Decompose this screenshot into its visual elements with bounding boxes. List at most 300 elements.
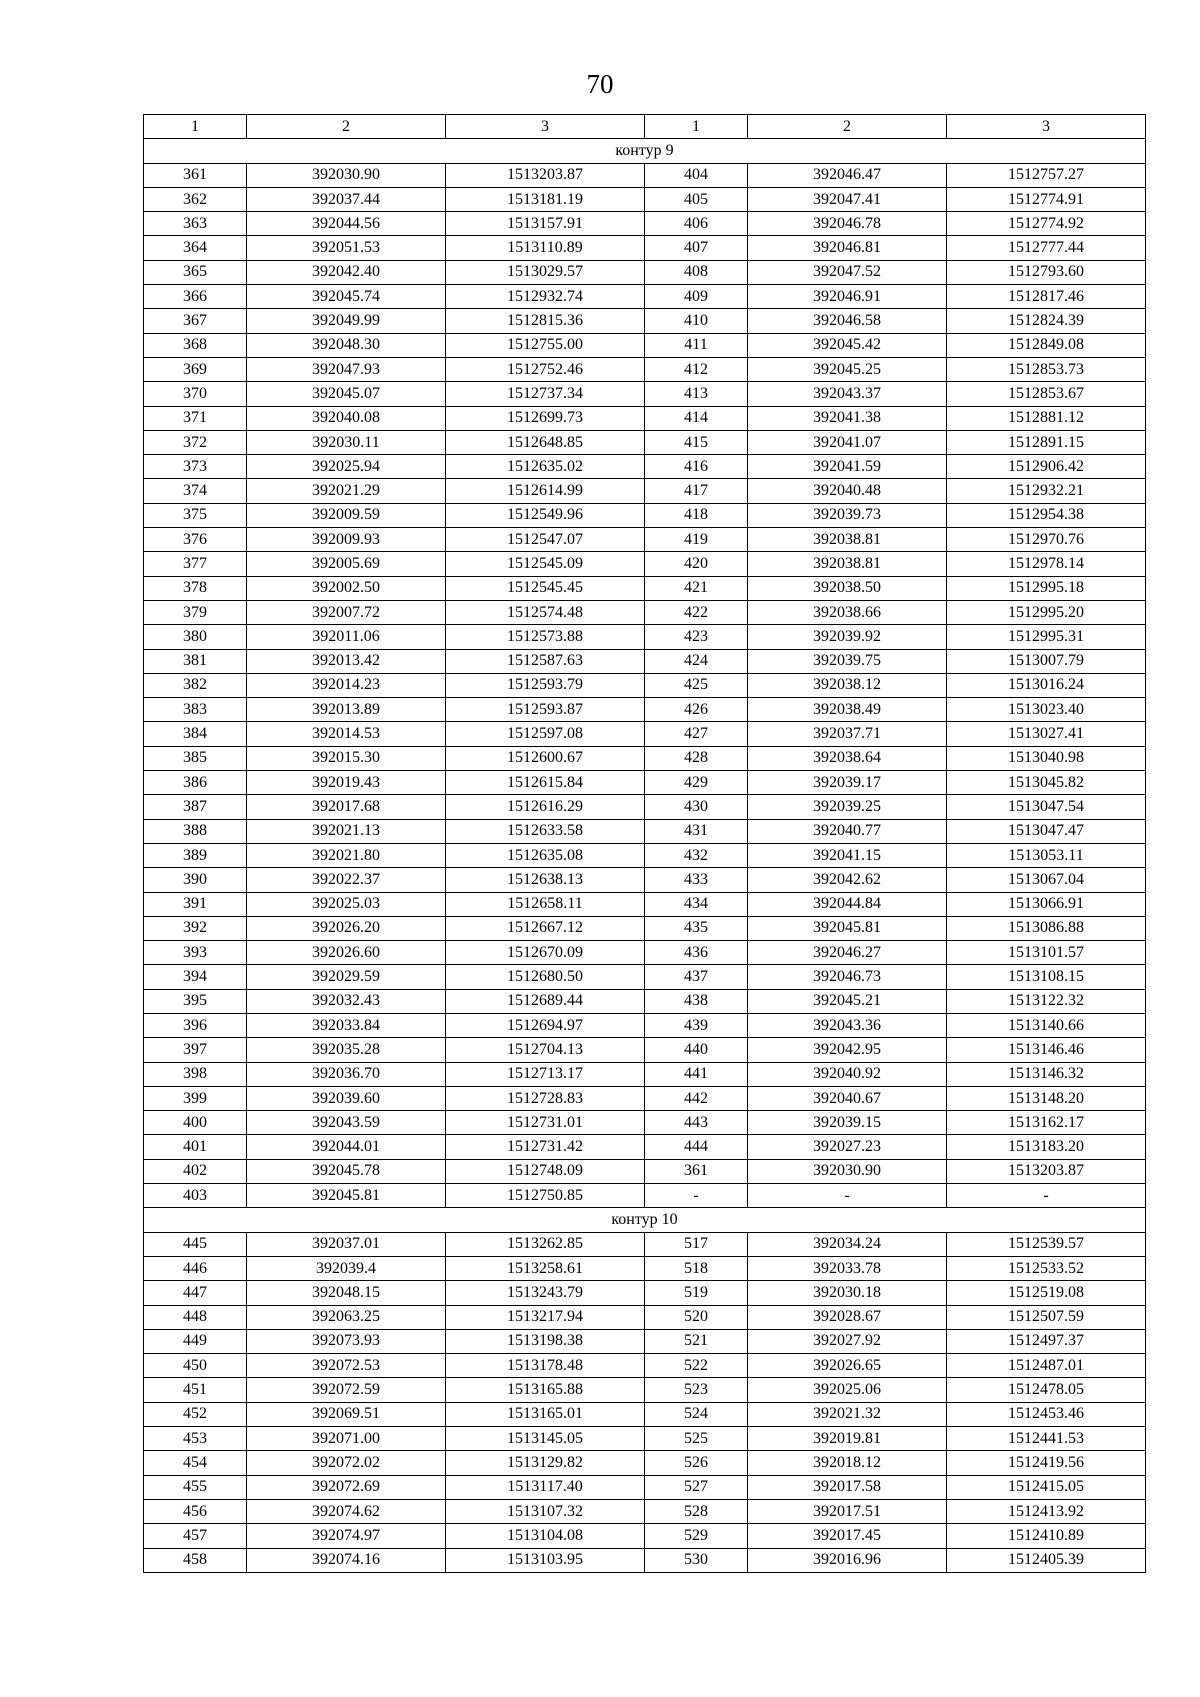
table-cell: 1513110.89 (446, 236, 645, 260)
table-cell: 392035.28 (247, 1038, 446, 1062)
table-cell: 392013.89 (247, 698, 446, 722)
table-cell: 392039.73 (748, 503, 947, 527)
table-cell: 1512731.42 (446, 1135, 645, 1159)
table-cell: 392041.07 (748, 430, 947, 454)
table-cell: 392029.59 (247, 965, 446, 989)
table-cell: 1512978.14 (947, 552, 1146, 576)
table-cell: 437 (645, 965, 748, 989)
table-cell: 1512453.46 (947, 1402, 1146, 1426)
table-row (144, 163, 1146, 187)
header-cell: 2 (247, 115, 446, 139)
table-cell: 1513108.15 (947, 965, 1146, 989)
table-cell: 521 (645, 1329, 748, 1353)
table-cell: 1512853.73 (947, 357, 1146, 381)
table-cell: 1513157.91 (446, 212, 645, 236)
table-cell: 361 (645, 1159, 748, 1183)
table-cell: 373 (144, 455, 247, 479)
table-cell: 392046.73 (748, 965, 947, 989)
table-cell: 1513047.47 (947, 819, 1146, 843)
table-cell: 1513243.79 (446, 1281, 645, 1305)
table-row (144, 1086, 1146, 1110)
table-cell: 392021.80 (247, 843, 446, 867)
table-cell: 392038.66 (748, 600, 947, 624)
table-row (144, 868, 1146, 892)
table-cell: 395 (144, 989, 247, 1013)
table-cell: 1512574.48 (446, 600, 645, 624)
table-cell: 434 (645, 892, 748, 916)
table-cell: 392022.37 (247, 868, 446, 892)
table-cell: 392011.06 (247, 625, 446, 649)
table-cell: 388 (144, 819, 247, 843)
table-cell: 398 (144, 1062, 247, 1086)
table-row (144, 1499, 1146, 1523)
table-cell: 1512419.56 (947, 1451, 1146, 1475)
table-row (144, 698, 1146, 722)
table-cell: 392045.81 (748, 916, 947, 940)
table-cell: 392048.30 (247, 333, 446, 357)
table-cell: 365 (144, 260, 247, 284)
table-cell: 1512635.08 (446, 843, 645, 867)
table-cell: 393 (144, 941, 247, 965)
table-cell: 1513217.94 (446, 1305, 645, 1329)
table-row (144, 892, 1146, 916)
table-cell: 414 (645, 406, 748, 430)
table-cell: 392042.62 (748, 868, 947, 892)
table-cell: 392048.15 (247, 1281, 446, 1305)
table-cell: 392045.25 (748, 357, 947, 381)
table-cell: 392043.36 (748, 1013, 947, 1037)
table-cell: 392025.06 (748, 1378, 947, 1402)
table-cell: 397 (144, 1038, 247, 1062)
table-cell: 392045.74 (247, 285, 446, 309)
table-cell: 392033.84 (247, 1013, 446, 1037)
table-row (144, 965, 1146, 989)
table-cell: 1512573.88 (446, 625, 645, 649)
table-cell: 1512731.01 (446, 1111, 645, 1135)
table-cell: 443 (645, 1111, 748, 1135)
table-cell: 366 (144, 285, 247, 309)
table-cell: 392041.15 (748, 843, 947, 867)
table-cell: 392019.43 (247, 771, 446, 795)
table-cell: 1513117.40 (446, 1475, 645, 1499)
table-row (144, 1062, 1146, 1086)
table-cell: 394 (144, 965, 247, 989)
table-row (144, 576, 1146, 600)
table-cell: 392039.17 (748, 771, 947, 795)
table-cell: 1512824.39 (947, 309, 1146, 333)
table-cell: 1513203.87 (947, 1159, 1146, 1183)
header-cell: 1 (144, 115, 247, 139)
table-cell: 384 (144, 722, 247, 746)
table-cell: 364 (144, 236, 247, 260)
table-cell: 1512638.13 (446, 868, 645, 892)
table-cell: 1513146.32 (947, 1062, 1146, 1086)
table-cell: 423 (645, 625, 748, 649)
table-cell: 361 (144, 163, 247, 187)
table-cell: 1512954.38 (947, 503, 1146, 527)
table-cell: 1513145.05 (446, 1427, 645, 1451)
table-cell: 392045.78 (247, 1159, 446, 1183)
table-cell: 1512815.36 (446, 309, 645, 333)
table-cell: 1512670.09 (446, 941, 645, 965)
table-cell: 410 (645, 309, 748, 333)
table-cell: 1512410.89 (947, 1524, 1146, 1548)
table-cell: 415 (645, 430, 748, 454)
table-cell: 427 (645, 722, 748, 746)
table-cell: 392038.81 (748, 552, 947, 576)
table-cell: 1512405.39 (947, 1548, 1146, 1572)
table-cell: 392038.81 (748, 528, 947, 552)
table-cell: 392074.16 (247, 1548, 446, 1572)
table-cell: 438 (645, 989, 748, 1013)
table-cell: 422 (645, 600, 748, 624)
table-cell: 392042.40 (247, 260, 446, 284)
table-cell: 1513146.46 (947, 1038, 1146, 1062)
table-row (144, 503, 1146, 527)
table-cell: 392033.78 (748, 1256, 947, 1280)
table-cell: 1512932.74 (446, 285, 645, 309)
table-cell: 392039.4 (247, 1256, 446, 1280)
table-row (144, 260, 1146, 284)
table-cell: 392039.25 (748, 795, 947, 819)
table-cell: 1512728.83 (446, 1086, 645, 1110)
table-row (144, 1232, 1146, 1256)
table-cell: 382 (144, 673, 247, 697)
table-cell: 1512600.67 (446, 746, 645, 770)
table-cell: 399 (144, 1086, 247, 1110)
table-cell: 392021.13 (247, 819, 446, 843)
table-row (144, 600, 1146, 624)
table-cell: 392046.27 (748, 941, 947, 965)
table-cell: 430 (645, 795, 748, 819)
table-cell: 1513101.57 (947, 941, 1146, 965)
table-cell: 1512648.85 (446, 430, 645, 454)
table-cell: - (748, 1184, 947, 1208)
table-cell: 525 (645, 1427, 748, 1451)
table-row (144, 1159, 1146, 1183)
table-cell: 1512755.00 (446, 333, 645, 357)
table-cell: 421 (645, 576, 748, 600)
table-cell: 392047.41 (748, 187, 947, 211)
table-cell: 456 (144, 1499, 247, 1523)
table-cell: 392043.37 (748, 382, 947, 406)
table-cell: 392007.72 (247, 600, 446, 624)
table-cell: 392046.58 (748, 309, 947, 333)
table-cell: 1513165.88 (446, 1378, 645, 1402)
table-cell: 367 (144, 309, 247, 333)
table-cell: 392017.58 (748, 1475, 947, 1499)
table-row (144, 795, 1146, 819)
table-cell: 1512635.02 (446, 455, 645, 479)
table-cell: 402 (144, 1159, 247, 1183)
table-cell: 392038.64 (748, 746, 947, 770)
table-cell: 363 (144, 212, 247, 236)
table-cell: 1513148.20 (947, 1086, 1146, 1110)
page-number: 70 (586, 69, 614, 99)
table-cell: 1512699.73 (446, 406, 645, 430)
table-row (144, 625, 1146, 649)
table-cell: 417 (645, 479, 748, 503)
header-cell: 1 (645, 115, 748, 139)
table-cell: 371 (144, 406, 247, 430)
table-row (144, 649, 1146, 673)
table-cell: 458 (144, 1548, 247, 1572)
table-cell: 517 (645, 1232, 748, 1256)
table-cell: 392040.67 (748, 1086, 947, 1110)
table-row (144, 1184, 1146, 1208)
table-cell: 381 (144, 649, 247, 673)
table-cell: 392030.90 (247, 163, 446, 187)
table-cell: 1512906.42 (947, 455, 1146, 479)
table-cell: 1512737.34 (446, 382, 645, 406)
table-cell: 426 (645, 698, 748, 722)
table-cell: 392038.12 (748, 673, 947, 697)
table-cell: 392026.60 (247, 941, 446, 965)
table-cell: 524 (645, 1402, 748, 1426)
table-cell: 1512545.45 (446, 576, 645, 600)
table-cell: 1512777.44 (947, 236, 1146, 260)
table-cell: 392041.59 (748, 455, 947, 479)
table-cell: 392045.42 (748, 333, 947, 357)
table-cell: 392039.15 (748, 1111, 947, 1135)
coordinates-table-body (144, 115, 1146, 1573)
table-cell: 392041.38 (748, 406, 947, 430)
table-cell: 439 (645, 1013, 748, 1037)
table-cell: 1513103.95 (446, 1548, 645, 1572)
table-cell: 1513027.41 (947, 722, 1146, 746)
table-cell: 449 (144, 1329, 247, 1353)
table-cell: 1512891.15 (947, 430, 1146, 454)
table-cell: 390 (144, 868, 247, 892)
table-cell: 425 (645, 673, 748, 697)
table-cell: 455 (144, 1475, 247, 1499)
table-cell: 1513258.61 (446, 1256, 645, 1280)
table-cell: 375 (144, 503, 247, 527)
table-cell: 379 (144, 600, 247, 624)
table-cell: 392051.53 (247, 236, 446, 260)
table-cell: 392046.91 (748, 285, 947, 309)
table-row (144, 212, 1146, 236)
table-cell: 1512713.17 (446, 1062, 645, 1086)
table-cell: 392015.30 (247, 746, 446, 770)
table-cell: 454 (144, 1451, 247, 1475)
table-cell: 522 (645, 1354, 748, 1378)
table-cell: 392072.02 (247, 1451, 446, 1475)
table-cell: 1513104.08 (446, 1524, 645, 1548)
table-cell: 1512615.84 (446, 771, 645, 795)
table-cell: 452 (144, 1402, 247, 1426)
table-cell: 400 (144, 1111, 247, 1135)
table-row (144, 1427, 1146, 1451)
table-row (144, 1524, 1146, 1548)
table-cell: 1513029.57 (446, 260, 645, 284)
header-cell: 2 (748, 115, 947, 139)
table-cell: 1513140.66 (947, 1013, 1146, 1037)
table-cell: 392047.52 (748, 260, 947, 284)
table-cell: 444 (645, 1135, 748, 1159)
table-cell: 1512704.13 (446, 1038, 645, 1062)
table-row (144, 382, 1146, 406)
table-row (144, 722, 1146, 746)
table-cell: 1513016.24 (947, 673, 1146, 697)
table-cell: 528 (645, 1499, 748, 1523)
table-cell: 392063.25 (247, 1305, 446, 1329)
table-cell: - (947, 1184, 1146, 1208)
table-cell: 431 (645, 819, 748, 843)
table-row (144, 746, 1146, 770)
table-cell: 392072.69 (247, 1475, 446, 1499)
table-cell: 392030.18 (748, 1281, 947, 1305)
table-cell: 392025.94 (247, 455, 446, 479)
table-cell: 527 (645, 1475, 748, 1499)
table-cell: 435 (645, 916, 748, 940)
table-cell: 370 (144, 382, 247, 406)
table-cell: 1512680.50 (446, 965, 645, 989)
table-cell: 416 (645, 455, 748, 479)
table-cell: 392028.67 (748, 1305, 947, 1329)
table-cell: 408 (645, 260, 748, 284)
table-cell: 1512593.79 (446, 673, 645, 697)
table-cell: 392046.78 (748, 212, 947, 236)
table-cell: 1512748.09 (446, 1159, 645, 1183)
table-cell: 392019.81 (748, 1427, 947, 1451)
table-row (144, 333, 1146, 357)
table-cell: 392039.92 (748, 625, 947, 649)
table-cell: 396 (144, 1013, 247, 1037)
table-cell: 392027.23 (748, 1135, 947, 1159)
table-cell: 392039.75 (748, 649, 947, 673)
table-cell: 1512614.99 (446, 479, 645, 503)
table-cell: 392014.53 (247, 722, 446, 746)
table-cell: 392069.51 (247, 1402, 446, 1426)
table-cell: 392074.97 (247, 1524, 446, 1548)
table-cell: 1512616.29 (446, 795, 645, 819)
table-cell: 433 (645, 868, 748, 892)
table-cell: 1512995.31 (947, 625, 1146, 649)
table-cell: 392045.81 (247, 1184, 446, 1208)
table-row (144, 1281, 1146, 1305)
table-cell: 440 (645, 1038, 748, 1062)
table-cell: 1513262.85 (446, 1232, 645, 1256)
table-cell: 392040.48 (748, 479, 947, 503)
table-row (144, 309, 1146, 333)
table-cell: 392037.01 (247, 1232, 446, 1256)
table-cell: 392021.29 (247, 479, 446, 503)
table-cell: 1513040.98 (947, 746, 1146, 770)
table-row (144, 843, 1146, 867)
table-cell: 1512995.20 (947, 600, 1146, 624)
table-cell: 372 (144, 430, 247, 454)
table-cell: 1513178.48 (446, 1354, 645, 1378)
table-cell: 1513067.04 (947, 868, 1146, 892)
table-cell: 392009.93 (247, 528, 446, 552)
table-cell: 409 (645, 285, 748, 309)
table-cell: 1512533.52 (947, 1256, 1146, 1280)
table-cell: 385 (144, 746, 247, 770)
table-cell: 1512593.87 (446, 698, 645, 722)
table-cell: 392013.42 (247, 649, 446, 673)
table-cell: 442 (645, 1086, 748, 1110)
table-cell: 1512413.92 (947, 1499, 1146, 1523)
table-cell: 392046.47 (748, 163, 947, 187)
table-cell: 428 (645, 746, 748, 770)
table-cell: 1513181.19 (446, 187, 645, 211)
table-cell: 405 (645, 187, 748, 211)
table-cell: 445 (144, 1232, 247, 1256)
table-cell: 1512881.12 (947, 406, 1146, 430)
table-cell: 380 (144, 625, 247, 649)
table-row (144, 1402, 1146, 1426)
table-cell: 392027.92 (748, 1329, 947, 1353)
table-row (144, 455, 1146, 479)
table-row (144, 285, 1146, 309)
table-cell: 1512478.05 (947, 1378, 1146, 1402)
table-row (144, 528, 1146, 552)
table-cell: 392044.01 (247, 1135, 446, 1159)
table-cell: 403 (144, 1184, 247, 1208)
table-cell: 362 (144, 187, 247, 211)
coordinates-table (143, 114, 1146, 1573)
table-cell: 1512539.57 (947, 1232, 1146, 1256)
table-cell: 526 (645, 1451, 748, 1475)
table-cell: 392038.50 (748, 576, 947, 600)
table-cell: 1513162.17 (947, 1111, 1146, 1135)
section-title: контур 9 (144, 139, 1146, 163)
table-cell: 377 (144, 552, 247, 576)
table-cell: 1513165.01 (446, 1402, 645, 1426)
table-cell: 392072.53 (247, 1354, 446, 1378)
table-cell: 1512658.11 (446, 892, 645, 916)
table-cell: 368 (144, 333, 247, 357)
table-cell: 1512667.12 (446, 916, 645, 940)
table-cell: 374 (144, 479, 247, 503)
table-header-row (144, 115, 1146, 139)
table-cell: 450 (144, 1354, 247, 1378)
table-cell: 520 (645, 1305, 748, 1329)
table-cell: 392049.99 (247, 309, 446, 333)
table-cell: 392037.44 (247, 187, 446, 211)
table-cell: 392040.77 (748, 819, 947, 843)
table-cell: 392043.59 (247, 1111, 446, 1135)
table-cell: 392044.84 (748, 892, 947, 916)
table-cell: 401 (144, 1135, 247, 1159)
table-cell: 392014.23 (247, 673, 446, 697)
table-cell: 392045.21 (748, 989, 947, 1013)
table-cell: 1512689.44 (446, 989, 645, 1013)
table-cell: 1512752.46 (446, 357, 645, 381)
table-cell: 369 (144, 357, 247, 381)
table-row (144, 771, 1146, 795)
table-cell: 1512487.01 (947, 1354, 1146, 1378)
table-cell: 392072.59 (247, 1378, 446, 1402)
table-row (144, 673, 1146, 697)
section-title-row (144, 139, 1146, 163)
table-cell: 519 (645, 1281, 748, 1305)
table-cell: 392042.95 (748, 1038, 947, 1062)
table-row (144, 1013, 1146, 1037)
table-cell: 392034.24 (748, 1232, 947, 1256)
table-cell: 530 (645, 1548, 748, 1572)
table-row (144, 819, 1146, 843)
table-cell: 1512750.85 (446, 1184, 645, 1208)
table-cell: 392032.43 (247, 989, 446, 1013)
table-cell: 420 (645, 552, 748, 576)
table-cell: 392002.50 (247, 576, 446, 600)
table-cell: 392025.03 (247, 892, 446, 916)
table-cell: 412 (645, 357, 748, 381)
table-cell: 1513086.88 (947, 916, 1146, 940)
table-cell: 1513107.32 (446, 1499, 645, 1523)
